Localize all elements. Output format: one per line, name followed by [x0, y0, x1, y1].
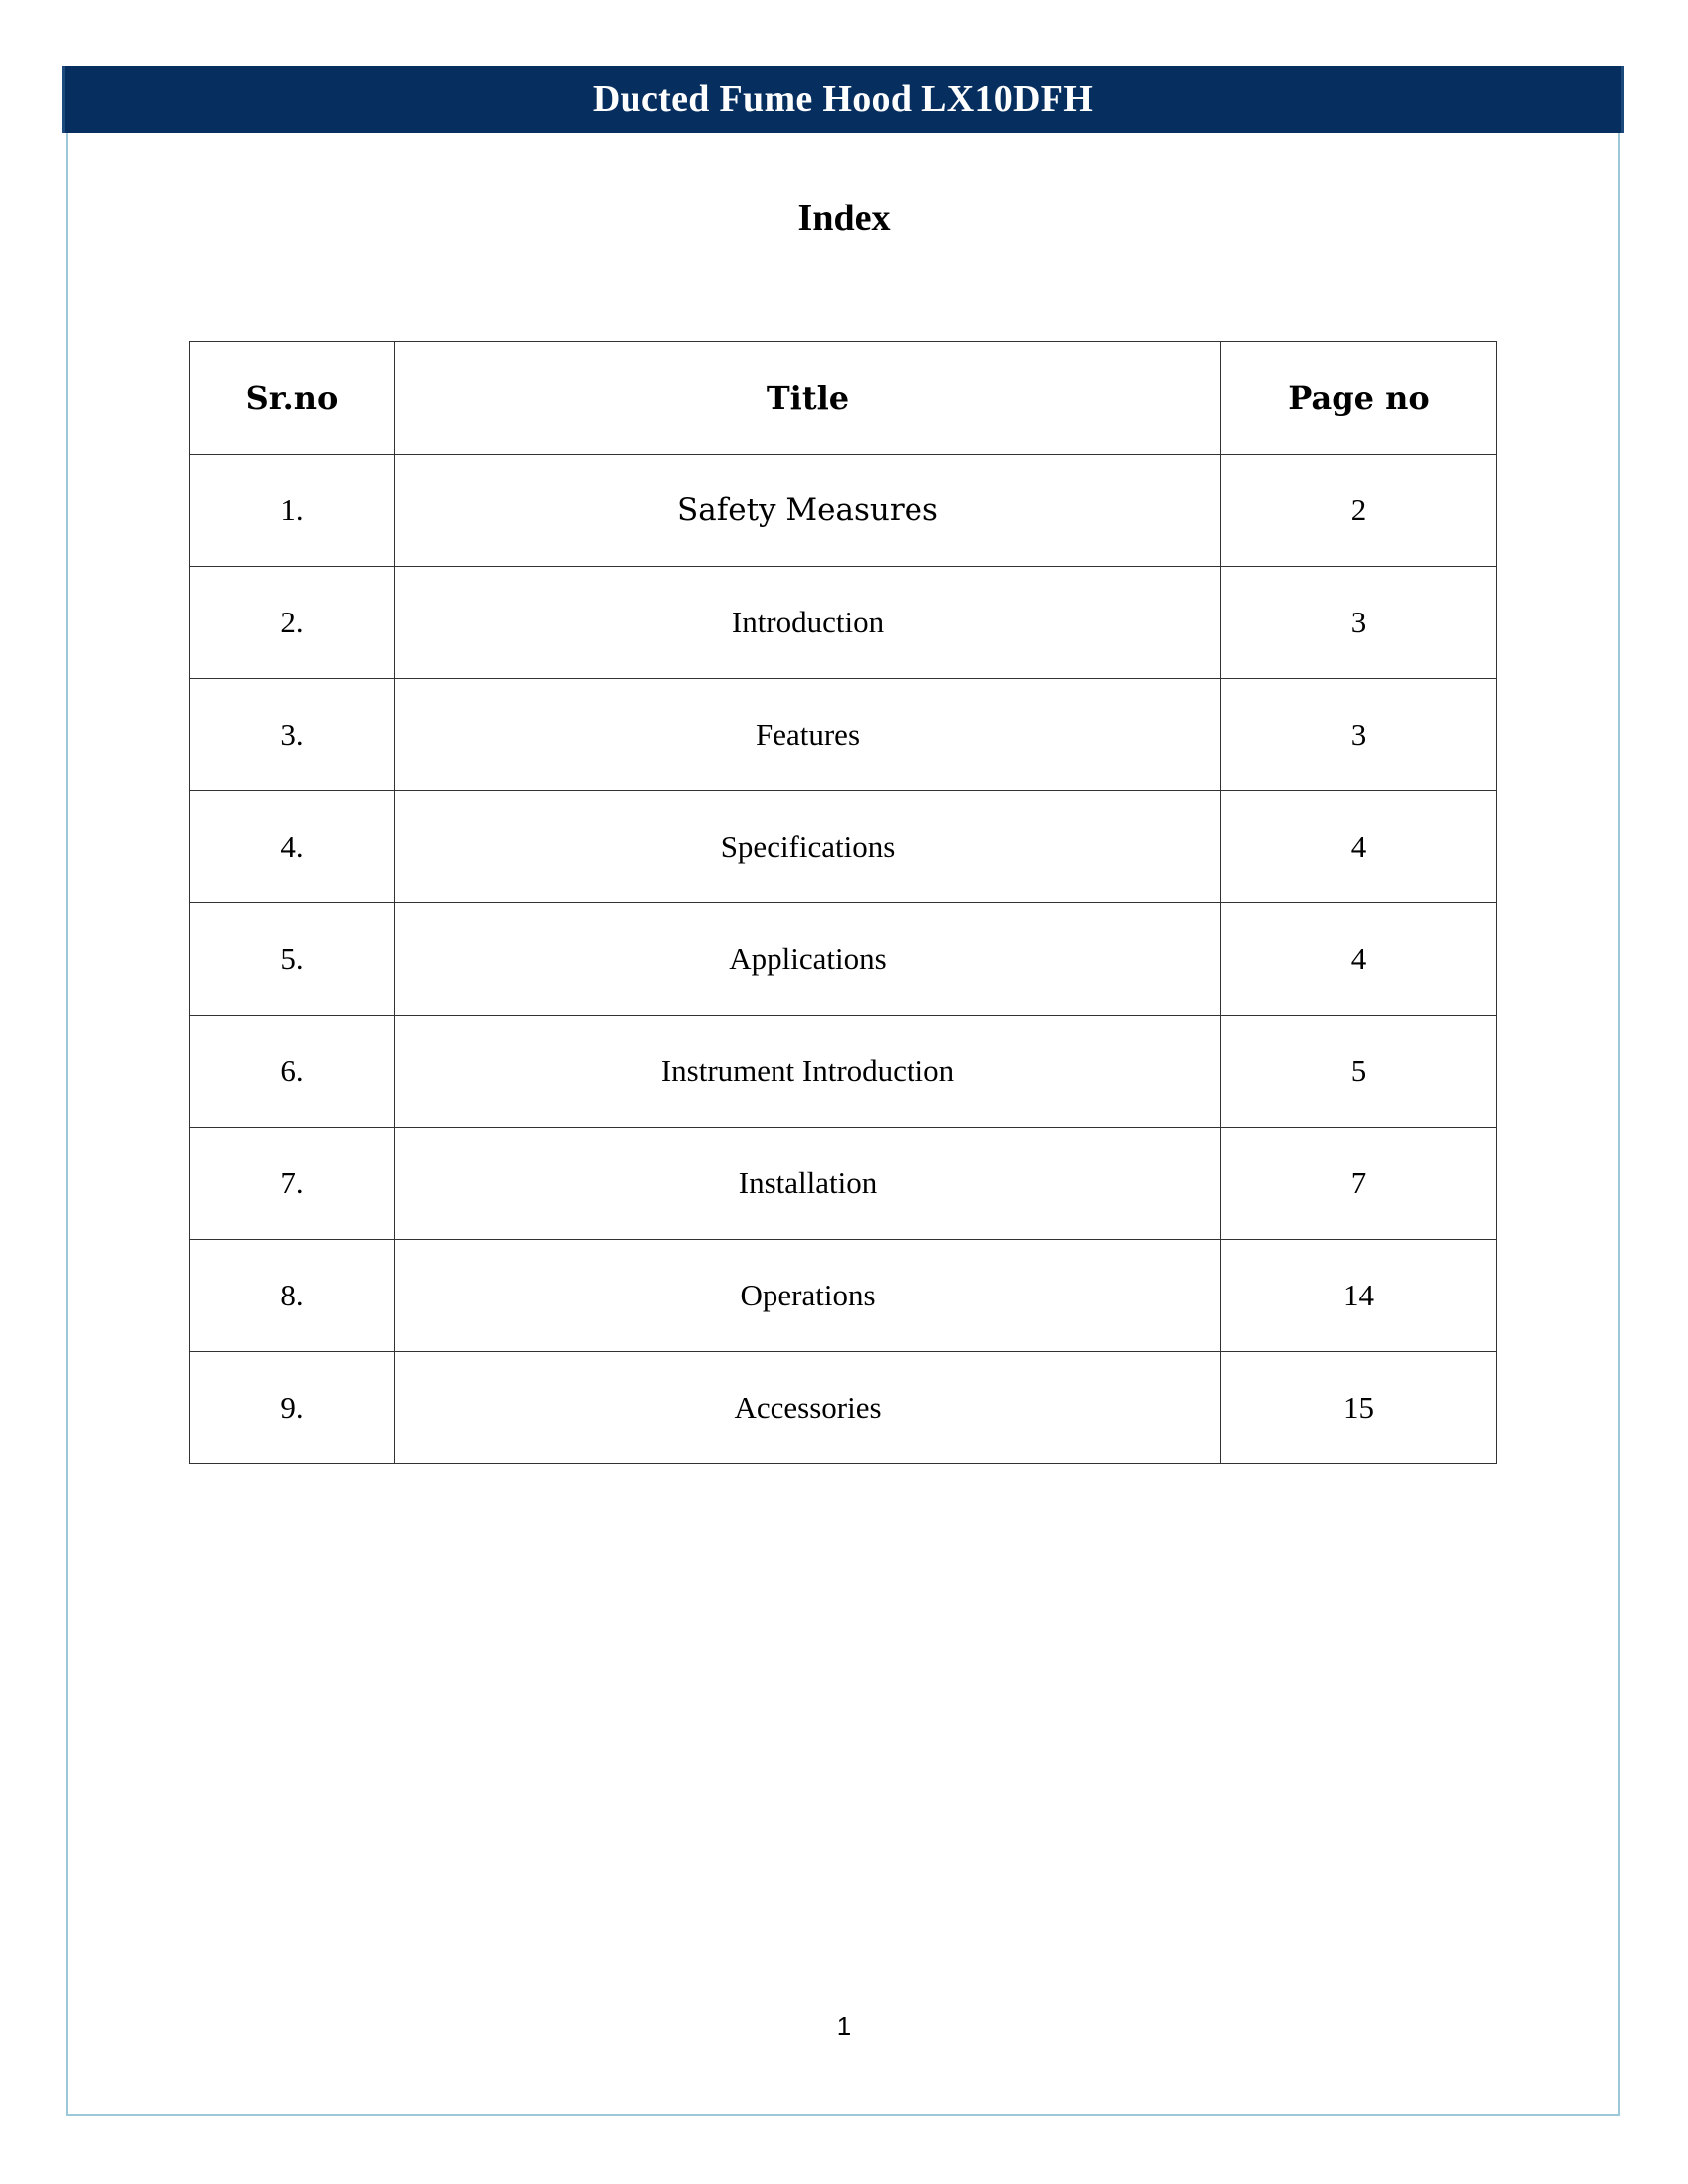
table-row [190, 791, 1497, 903]
row-page-no: 4 [1221, 791, 1497, 903]
row-title: Specifications [395, 791, 1221, 903]
row-page-no: 3 [1221, 567, 1497, 679]
row-sr-no: 5. [190, 903, 395, 1016]
row-title: Safety Measures [395, 455, 1221, 567]
document-title: Ducted Fume Hood LX10DFH [592, 78, 1094, 120]
table-row [190, 903, 1497, 1016]
table-row [190, 1128, 1497, 1240]
table-row [190, 1016, 1497, 1128]
row-page-no: 5 [1221, 1016, 1497, 1128]
row-sr-no: 6. [190, 1016, 395, 1128]
row-sr-no: 2. [190, 567, 395, 679]
column-header-sr-no: Sr.no [190, 342, 395, 455]
table-row [190, 455, 1497, 567]
row-title: Accessories [395, 1352, 1221, 1464]
row-sr-no: 7. [190, 1128, 395, 1240]
row-page-no: 15 [1221, 1352, 1497, 1464]
index-table [189, 341, 1497, 1464]
row-title: Features [395, 679, 1221, 791]
index-heading: Index [797, 198, 891, 239]
row-title: Introduction [395, 567, 1221, 679]
document-header [62, 66, 1624, 133]
row-sr-no: 9. [190, 1352, 395, 1464]
table-row [190, 1240, 1497, 1352]
row-sr-no: 4. [190, 791, 395, 903]
row-title: Installation [395, 1128, 1221, 1240]
row-title: Applications [395, 903, 1221, 1016]
page-number: 1 [836, 2011, 852, 2041]
row-page-no: 2 [1221, 455, 1497, 567]
row-page-no: 3 [1221, 679, 1497, 791]
table-header-row [190, 342, 1497, 455]
column-header-page-no: Page no [1221, 342, 1497, 455]
row-page-no: 4 [1221, 903, 1497, 1016]
row-page-no: 7 [1221, 1128, 1497, 1240]
table-row [190, 1352, 1497, 1464]
row-sr-no: 3. [190, 679, 395, 791]
row-title: Operations [395, 1240, 1221, 1352]
table-row [190, 567, 1497, 679]
row-title: Instrument Introduction [395, 1016, 1221, 1128]
table-row [190, 679, 1497, 791]
row-sr-no: 1. [190, 455, 395, 567]
row-sr-no: 8. [190, 1240, 395, 1352]
row-page-no: 14 [1221, 1240, 1497, 1352]
column-header-title: Title [395, 342, 1221, 455]
